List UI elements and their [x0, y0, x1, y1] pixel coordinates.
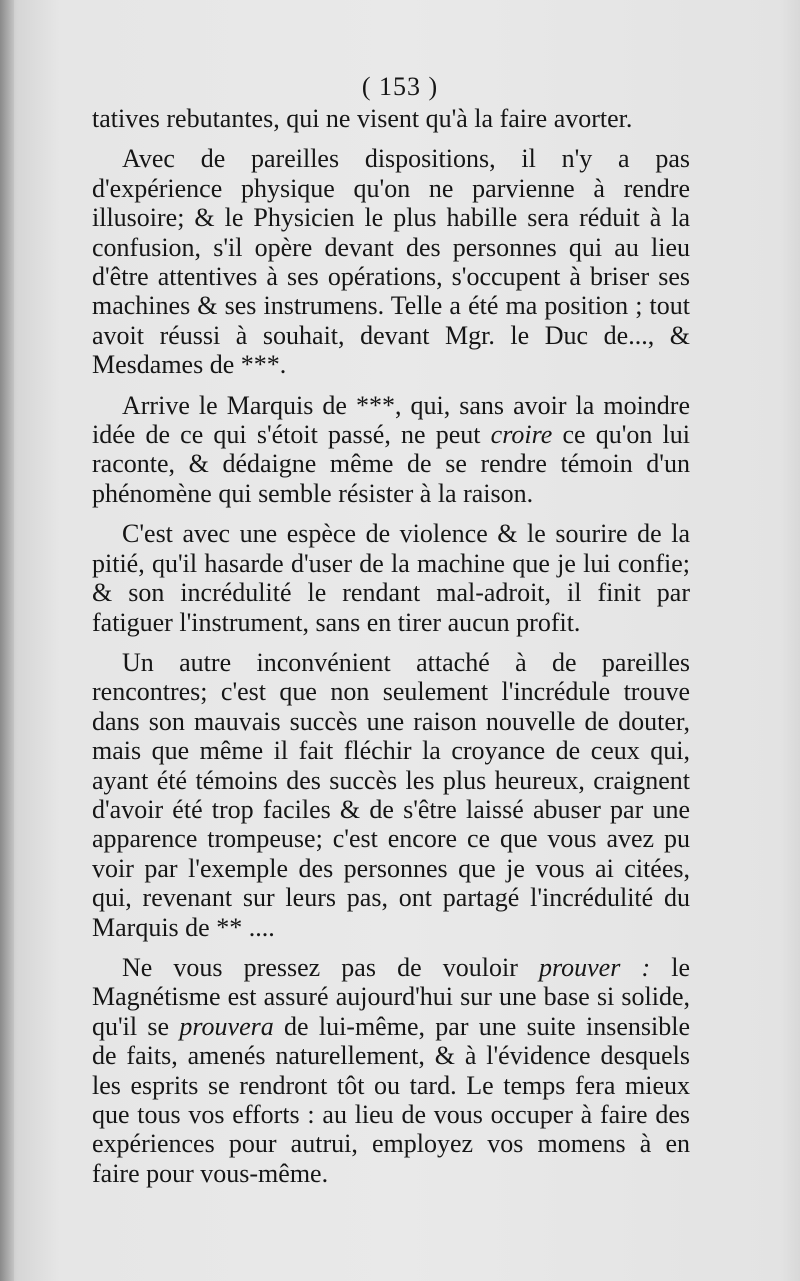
paragraph-3-italic: croire — [490, 420, 553, 450]
paragraph-6-part-2: le Magnétisme est assuré aujourd'hui sur une base si solide, qu'il se — [92, 952, 690, 1041]
paragraph-6-italic-1: prouver : — [538, 952, 651, 982]
page-gutter — [0, 0, 14, 1281]
paragraph-6-italic-2: prouvera — [179, 1011, 274, 1041]
paragraph-1: tatives rebutantes, qui ne visent qu'à la faire avorter. — [92, 104, 633, 133]
paragraph-3-part-1: Arrive le Marquis de ***, qui, sans avoir la moindre idée de ce qui s'étoit passé, ne peut — [92, 390, 690, 450]
paragraph-4: C'est avec une espèce de violence & le sourire de la pitié, qu'il hasarde d'user de la machine que je lui confie; & son incrédulité le rendant mal-adroit, il finit par fatiguer l'instrument, sans en tirer aucun profit. — [92, 519, 690, 637]
paragraph-3-part-2: ce qu'on lui raconte, & dédaigne même de se rendre témoin d'un phénomène qui semble résister à la raison. — [92, 420, 691, 508]
paragraph-5: Un autre inconvénient attaché à de pareilles rencontres; c'est que non seulement l'incrédule trouve dans son mauvais succès une raison nouvelle de douter, mais que même il fait fléchir la croyance de ceux qui, ayant été témoins des succès les plus heureux, craignent d'avoir été trop faciles & de s'être laissé abuser par une apparence trompeuse; c'est encore ce que vous avez pu voir par l'exemple des personnes que je vous ai citées, qui, revenant sur leurs pas, ont partagé l'incrédulité du Marquis de ** .... — [92, 647, 690, 942]
paragraph-6 — [92, 953, 690, 1188]
paragraph-6-part-1: Ne vous pressez pas de vouloir — [122, 952, 539, 982]
body-text — [92, 104, 690, 1188]
paragraph-3 — [92, 391, 690, 509]
page-number: ( 153 ) — [361, 72, 439, 101]
paragraph-6-part-3: de lui-même, par une suite insensible de faits, amenés naturellement, & à l'évidence desquels les esprits se rendront tôt ou tard. Le temps fera mieux que tous vos efforts : au lieu de vous occuper à faire des expériences pour autrui, employez vos momens à en faire pour vous-même. — [92, 1011, 690, 1188]
paragraph-2: Avec de pareilles dispositions, il n'y a pas d'expérience physique qu'on ne parvienne à rendre illusoire; & le Physicien le plus habille sera réduit à la confusion, s'il opère devant des personnes qui au lieu d'être attentives à ses opérations, s'occupent à briser ses machines & ses instrumens. Telle a été ma position ; tout avoit réussi à souhait, devant Mgr. le Duc de..., & Mesdames de ***. — [92, 144, 690, 380]
